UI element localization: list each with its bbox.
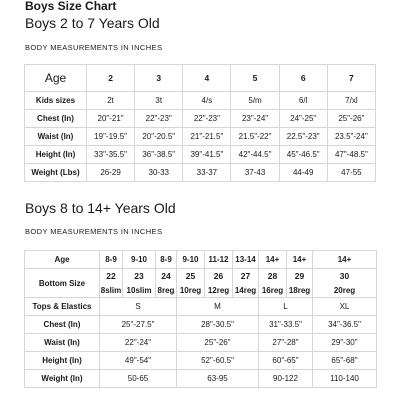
table-cell: 19"-19.5" [87,128,135,146]
table-cell: 110-140 [313,370,377,388]
row-label: Chest (In) [25,316,100,334]
age-cell: 8-9 [156,251,177,269]
table-cell: 52"-60.5" [177,352,259,370]
size-table-8-14 [24,250,377,388]
table-cell: 49"-54" [100,352,177,370]
table-cell: 60"-65" [259,352,313,370]
table-cell: 33"-35.5" [87,146,135,164]
table-row [25,251,377,269]
row-label: Waist (In) [25,128,87,146]
table-cell: 21.5"-22" [231,128,279,146]
age-cell: 3 [135,65,183,92]
table-cell: 22"-23" [183,110,231,128]
table-cell: 44-49 [279,164,327,182]
table-cell: 90-122 [259,370,313,388]
age-cell: 7 [327,65,375,92]
bottom-number: 30 [313,269,377,284]
table-cell: 36"-38.5" [135,146,183,164]
chart-title: Boys Size Chart [25,0,117,13]
table-row [25,164,376,182]
table-cell: 6/l [279,92,327,110]
age-cell: 11-12 [205,251,233,269]
table-cell: 42"-44.5" [231,146,279,164]
table-cell: 20"-21" [87,110,135,128]
bottom-number: 29 [287,269,313,284]
table-cell: 7/xl [327,92,375,110]
age-cell: 9-10 [177,251,205,269]
tops-size: M [177,298,259,316]
row-label: Weight (In) [25,370,100,388]
tops-size: XL [313,298,377,316]
table-cell: 47"-48.5" [327,146,375,164]
tops-size: S [100,298,177,316]
row-label: Chest (In) [25,110,87,128]
table-cell: 22"-23" [135,110,183,128]
bottom-fit: 18reg [287,283,313,298]
age-cell: 8-9 [100,251,123,269]
table-row [25,65,376,92]
row-label: Kids sizes [25,92,87,110]
age-cell: 5 [231,65,279,92]
measurement-note-2: BODY MEASUREMENTS IN INCHES [25,227,163,236]
age-header: Age [25,65,87,92]
age-cell: 6 [279,65,327,92]
table-row [25,128,376,146]
age-cell: 14+ [287,251,313,269]
table-cell: 4/s [183,92,231,110]
table-cell: 47-55 [327,164,375,182]
bottom-fit: 8slim [100,283,123,298]
age-header: Age [25,251,100,269]
table-row [25,146,376,164]
table-cell: 37-43 [231,164,279,182]
table-cell: 28"-30.5" [177,316,259,334]
bottom-fit: 16reg [259,283,287,298]
table-cell: 65"-68" [313,352,377,370]
table-cell: 63-95 [177,370,259,388]
table-row [25,298,377,316]
bottom-number: 24 [156,269,177,284]
bottom-fit: 12reg [205,283,233,298]
bottom-fit: 10slim [123,283,156,298]
table-row [25,269,377,284]
table-row [25,352,377,370]
bottom-number: 26 [205,269,233,284]
table-row [25,334,377,352]
table-cell: 27"-28" [259,334,313,352]
bottom-number: 28 [259,269,287,284]
table-cell: 23"-24" [231,110,279,128]
bottom-fit: 14reg [233,283,259,298]
table-cell: 29"-30" [313,334,377,352]
row-label: Waist (In) [25,334,100,352]
table-row [25,110,376,128]
bottom-fit: 8reg [156,283,177,298]
bottom-number: 25 [177,269,205,284]
table-cell: 2t [87,92,135,110]
table-cell: 20"-20.5" [135,128,183,146]
bottom-number: 22 [100,269,123,284]
age-cell: 2 [87,65,135,92]
table-cell: 33-37 [183,164,231,182]
row-label: Weight (Lbs) [25,164,87,182]
bottom-number: 27 [233,269,259,284]
age-cell: 13-14 [233,251,259,269]
bottom-fit: 10reg [177,283,205,298]
table-cell: 25"-26" [327,110,375,128]
table-cell: 5/m [231,92,279,110]
tops-size: L [259,298,313,316]
row-label: Height (In) [25,352,100,370]
tops-label: Tops & Elastics [25,298,100,316]
table-cell: 3t [135,92,183,110]
table-row [25,316,377,334]
table-cell: 21"-21.5" [183,128,231,146]
table-cell: 26-29 [87,164,135,182]
table-cell: 23.5"-24" [327,128,375,146]
measurement-note-1: BODY MEASUREMENTS IN INCHES [25,43,163,52]
table-cell: 25"-27.5" [100,316,177,334]
age-cell: 9-10 [123,251,156,269]
table-cell: 22"-24" [100,334,177,352]
row-label: Height (In) [25,146,87,164]
table-cell: 34"-36.5" [313,316,377,334]
table-cell: 24"-25" [279,110,327,128]
table-cell: 50-65 [100,370,177,388]
table-row [25,370,377,388]
age-cell: 14+ [313,251,377,269]
table-cell: 31"-33.5" [259,316,313,334]
table-cell: 30-33 [135,164,183,182]
table-cell: 45"-46.5" [279,146,327,164]
age-cell: 4 [183,65,231,92]
table-cell: 22.5"-23" [279,128,327,146]
bottom-number: 23 [123,269,156,284]
size-table-2-7 [24,64,376,182]
age-cell: 14+ [259,251,287,269]
table-cell: 25"-26" [177,334,259,352]
section-heading-8-14: Boys 8 to 14+ Years Old [25,200,176,216]
section-heading-2-7: Boys 2 to 7 Years Old [25,15,160,31]
bottom-size-label: Bottom Size [25,269,100,298]
table-row [25,92,376,110]
table-cell: 39"-41.5" [183,146,231,164]
bottom-fit: 20reg [313,283,377,298]
